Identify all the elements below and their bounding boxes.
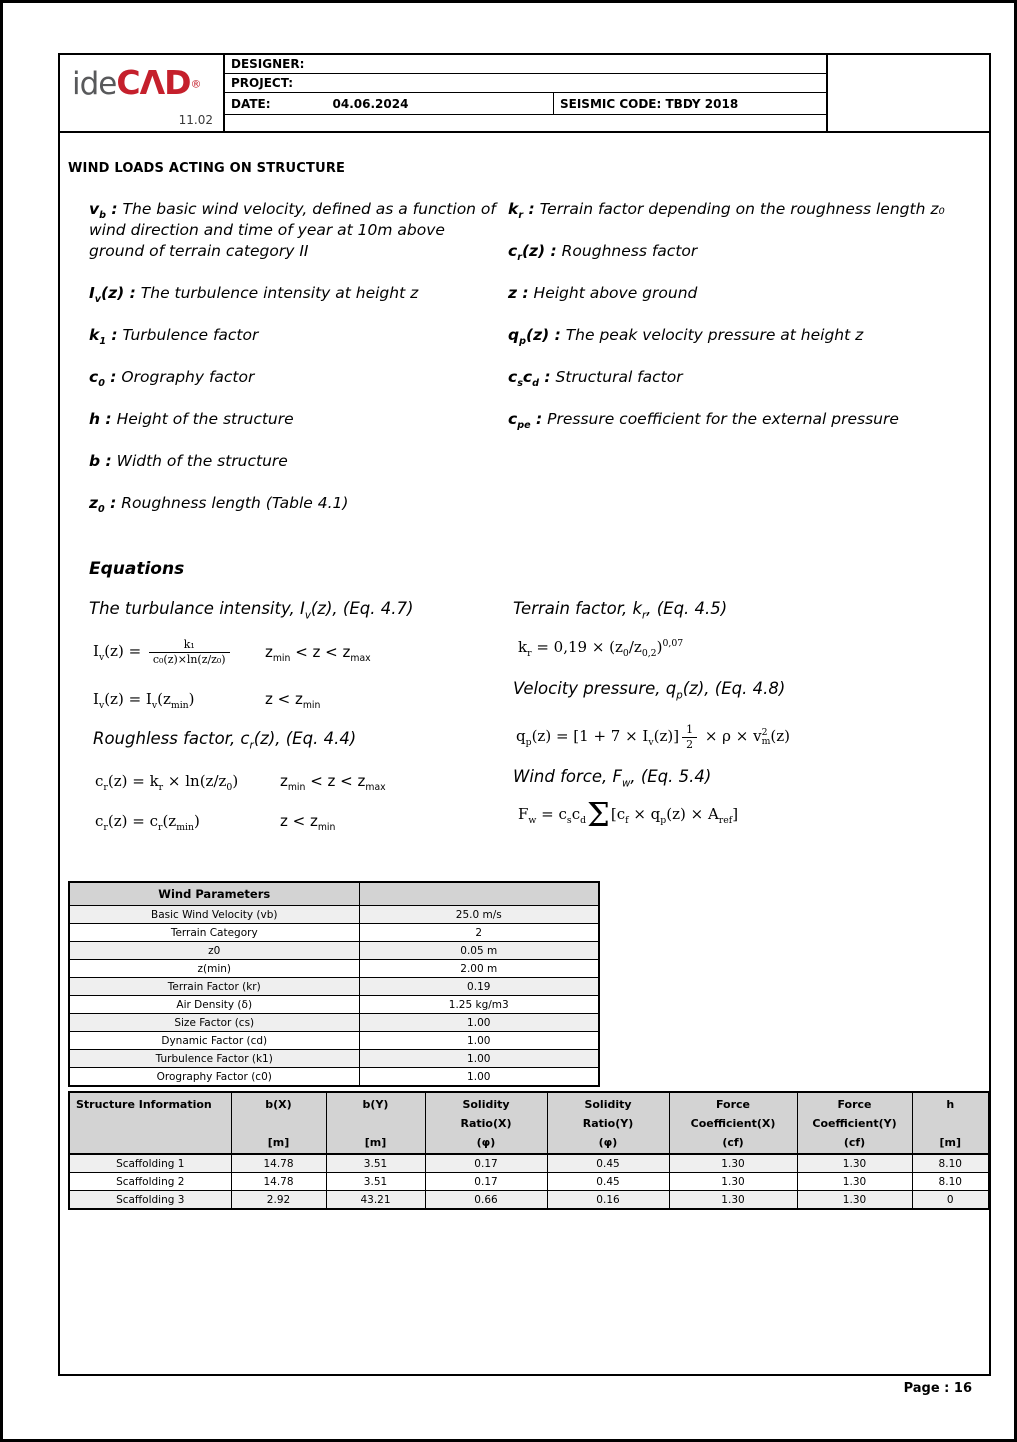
definition-desc: The peak velocity pressure at height z bbox=[560, 326, 864, 344]
table-row: z0 0.05 m bbox=[69, 942, 599, 960]
definition-item bbox=[89, 325, 497, 346]
table-row: Scaffolding 1 14.78 3.51 0.17 0.45 1.30 1.30 8.10 bbox=[69, 1154, 989, 1173]
equation-section-title: The turbulance intensity, $I_v(z)$, (Eq. 4.7) bbox=[89, 599, 414, 622]
definition-desc: Width of the structure bbox=[111, 452, 288, 470]
equation-condition: $z < z_{min}$ bbox=[280, 812, 336, 833]
column-header: b(Y) [m] bbox=[326, 1092, 425, 1154]
equation-expression: $k_r = 0,19 \times (z_0/z_{0,2})^{0,07}$ bbox=[518, 638, 684, 659]
table-row: Scaffolding 3 2.92 43.21 0.66 0.16 1.30 1.30 0 bbox=[69, 1191, 989, 1210]
equation-condition: $z_{min} < z < z_{max}$ bbox=[265, 643, 371, 664]
definition-term: $z_0$ : bbox=[89, 494, 117, 516]
structure-table-header-row bbox=[69, 1092, 989, 1154]
logo-cell bbox=[60, 55, 225, 131]
definition-item bbox=[89, 493, 497, 514]
logo-ide-text: ide bbox=[72, 66, 117, 102]
definition-desc: Terrain factor depending on the roughness length z₀ bbox=[534, 200, 945, 218]
date-cell bbox=[225, 93, 553, 114]
definition-desc: Height above ground bbox=[528, 284, 698, 302]
equation-condition: $z_{min} < z < z_{max}$ bbox=[280, 772, 386, 793]
table-row: z(min) 2.00 m bbox=[69, 960, 599, 978]
logo-cad-text: CΛD bbox=[116, 63, 191, 102]
designer-label: DESIGNER: bbox=[231, 57, 305, 71]
definition-term: $c_sc_d$ : bbox=[508, 368, 551, 390]
equation bbox=[518, 797, 738, 833]
definition-term: $k_1$ : bbox=[89, 326, 118, 348]
definition-term: b : bbox=[89, 452, 112, 470]
definition-term: h : bbox=[89, 410, 112, 428]
equation-expression: $I_v(z)$ = $\frac{\text{k₁}}{\text{c₀(z)×ln(z/z₀)}}$ bbox=[93, 638, 265, 666]
equation bbox=[93, 687, 320, 711]
header-empty-cell bbox=[828, 55, 989, 131]
equation-condition: $z < z_{min}$ bbox=[265, 690, 321, 711]
equation-section-title: Wind force, $F_w$, (Eq. 5.4) bbox=[513, 767, 712, 790]
equation-expression: $q_p(z) = [1 + 7 \times I_v(z)]$ $\frac{1}{2}$ × ρ × v 2 m (z) bbox=[516, 722, 791, 751]
designer-row bbox=[225, 55, 826, 74]
definition-item bbox=[508, 367, 956, 388]
seismic-code-label: SEISMIC CODE: TBDY 2018 bbox=[560, 96, 739, 111]
table-row: Dynamic Factor (cd) 1.00 bbox=[69, 1032, 599, 1050]
definition-desc: Turbulence factor bbox=[117, 326, 259, 344]
equation-section-title: Terrain factor, $k_r$, (Eq. 4.5) bbox=[513, 599, 728, 622]
seismic-code-cell bbox=[553, 93, 826, 114]
registered-mark-icon: ® bbox=[190, 77, 202, 91]
logo-version: 11.02 bbox=[178, 113, 213, 127]
table-row: Terrain Factor (kr) 0.19 bbox=[69, 978, 599, 996]
definition-term: $c_0$ : bbox=[89, 368, 117, 390]
definition-term: $v_b$ : bbox=[89, 200, 118, 222]
project-label: PROJECT: bbox=[231, 76, 294, 90]
definition-item bbox=[508, 241, 956, 262]
equation bbox=[95, 809, 335, 833]
equation bbox=[93, 633, 371, 671]
table-header-row bbox=[69, 882, 599, 906]
definition-term: $I_v(z)$ : bbox=[89, 284, 136, 306]
definition-desc: The basic wind velocity, defined as a function of wind direction and time of year at 10m above ground of terrain category II bbox=[89, 200, 496, 260]
wind-parameters-value-header bbox=[359, 882, 599, 906]
definition-desc: Pressure coefficient for the external pressure bbox=[542, 410, 899, 428]
definition-desc: Roughness factor bbox=[556, 242, 698, 260]
table-row: Turbulence Factor (k1) 1.00 bbox=[69, 1050, 599, 1068]
table-row: Scaffolding 2 14.78 3.51 0.17 0.45 1.30 1.30 8.10 bbox=[69, 1173, 989, 1191]
definitions-left bbox=[89, 199, 497, 535]
definition-term: $k_r$ : bbox=[508, 200, 535, 222]
definition-desc: Orography factor bbox=[116, 368, 255, 386]
equation-section-title: Velocity pressure, $q_p(z)$, (Eq. 4.8) bbox=[513, 679, 786, 702]
wind-parameters-body bbox=[69, 906, 599, 1087]
definition-term: $c_r(z)$ : bbox=[508, 242, 557, 264]
table-row: Basic Wind Velocity (vb) 25.0 m/s bbox=[69, 906, 599, 924]
wind-parameters-table bbox=[68, 881, 600, 1087]
definition-item bbox=[89, 199, 497, 262]
table-row: Size Factor (cs) 1.00 bbox=[69, 1014, 599, 1032]
definition-desc: Height of the structure bbox=[111, 410, 294, 428]
definition-item bbox=[508, 325, 956, 346]
table-row: Terrain Category 2 bbox=[69, 924, 599, 942]
definition-item bbox=[89, 451, 497, 472]
definition-item bbox=[89, 367, 497, 388]
equation bbox=[518, 635, 683, 659]
definition-term: $c_{pe}$ : bbox=[508, 410, 543, 432]
column-header: h [m] bbox=[912, 1092, 989, 1154]
header-meta bbox=[225, 55, 828, 131]
table-row: Orography Factor (c0) 1.00 bbox=[69, 1068, 599, 1087]
definition-desc: The turbulence intensity at height z bbox=[135, 284, 419, 302]
empty-header-row bbox=[225, 115, 826, 131]
idecad-logo bbox=[72, 63, 202, 102]
definition-item bbox=[89, 409, 497, 430]
structure-table-body bbox=[69, 1154, 989, 1209]
date-value: 04.06.2024 bbox=[332, 96, 409, 111]
equations-heading: Equations bbox=[89, 559, 185, 579]
definitions-right bbox=[508, 199, 956, 451]
project-row bbox=[225, 74, 826, 93]
page-number: Page : 16 bbox=[903, 1381, 972, 1396]
definition-term: $q_p(z)$ : bbox=[508, 326, 561, 348]
column-header: b(X) [m] bbox=[231, 1092, 326, 1154]
equation-section-title: Roughless factor, $c_r(z)$, (Eq. 4.4) bbox=[93, 729, 357, 752]
column-header: Structure Information bbox=[69, 1092, 231, 1154]
column-header: Force Coefficient(X) (cf) bbox=[669, 1092, 797, 1154]
wind-parameters-title: Wind Parameters bbox=[69, 882, 359, 906]
definition-desc: Structural factor bbox=[550, 368, 683, 386]
equation-expression: $F_w = c_sc_d\Sigma[c_f \times q_p(z) \times A_{ref}]$ bbox=[518, 795, 739, 834]
table-row: Air Density (δ) 1.25 kg/m3 bbox=[69, 996, 599, 1014]
equation-expression: $I_v(z) = I_v(z_{min})$ bbox=[93, 690, 195, 711]
equation-expression: $c_r(z) = c_r(z_{min})$ bbox=[95, 812, 200, 833]
definition-term: z : bbox=[508, 284, 529, 302]
equation bbox=[95, 769, 386, 793]
page-title: WIND LOADS ACTING ON STRUCTURE bbox=[68, 161, 346, 176]
definition-item bbox=[508, 283, 956, 304]
equation bbox=[516, 717, 790, 757]
column-header: Solidity Ratio(X) (φ) bbox=[425, 1092, 547, 1154]
column-header: Force Coefficient(Y) (cf) bbox=[797, 1092, 912, 1154]
definition-item bbox=[508, 199, 956, 220]
definition-desc: Roughness length (Table 4.1) bbox=[116, 494, 349, 512]
column-header: Solidity Ratio(Y) (φ) bbox=[547, 1092, 669, 1154]
equation-expression: $c_r(z) = k_r \times \ln(z/z_0)$ bbox=[95, 772, 239, 793]
date-label: DATE: bbox=[231, 96, 271, 111]
report-header bbox=[58, 53, 991, 131]
definition-item bbox=[508, 409, 956, 430]
definition-item bbox=[89, 283, 497, 304]
structure-information-table bbox=[68, 1091, 990, 1210]
date-row bbox=[225, 93, 826, 115]
